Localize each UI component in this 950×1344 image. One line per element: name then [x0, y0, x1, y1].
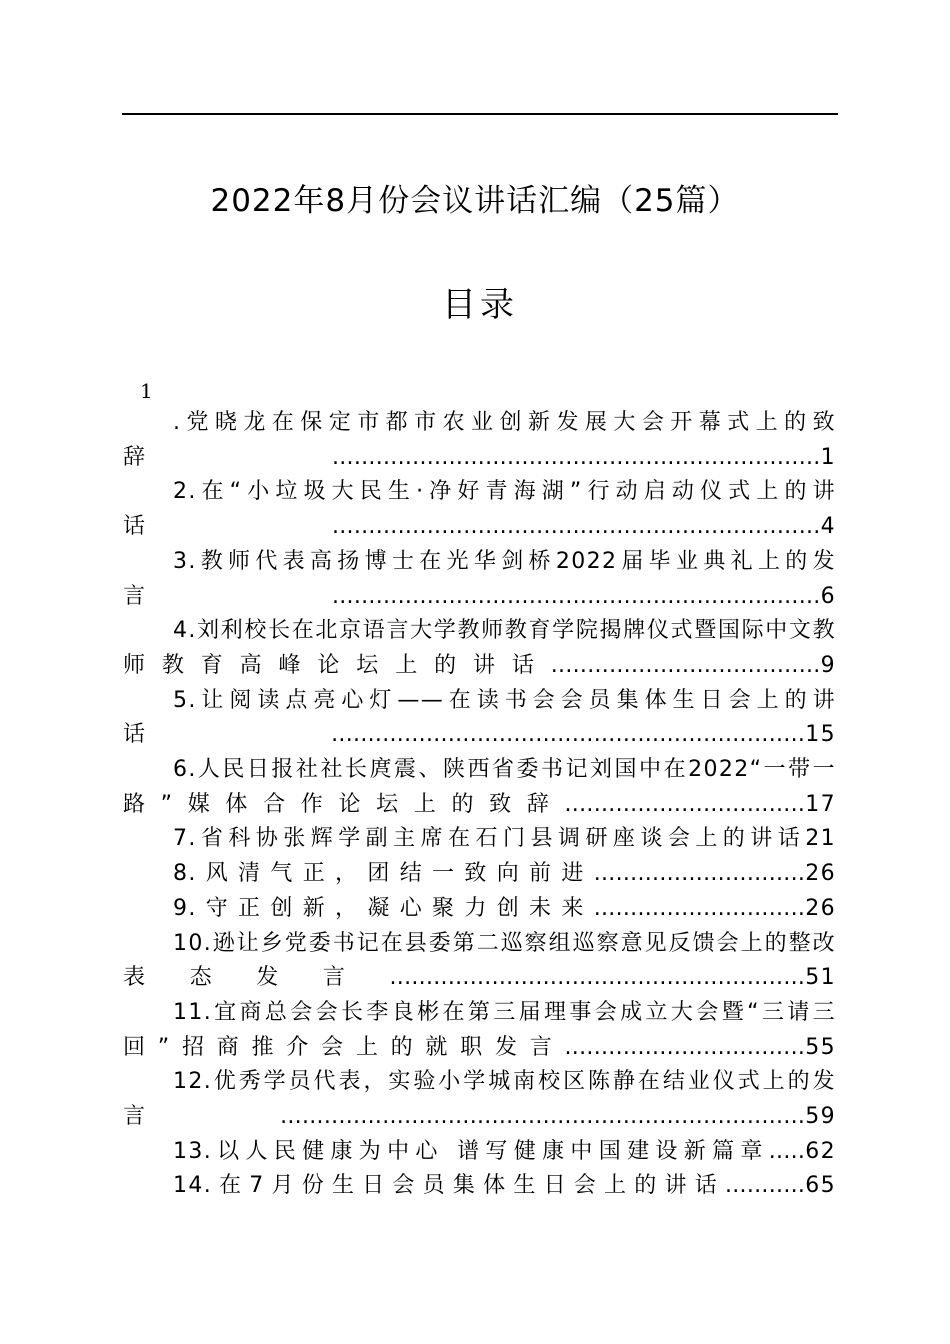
toc-entry-page: 15 — [805, 722, 836, 748]
toc-entry-leader: ..... — [768, 1138, 806, 1164]
toc-entry-title: 10.逊让乡党委书记在县委第二巡察组巡察意见反馈会上的整改表态发言 — [123, 930, 836, 991]
toc-entry-leader: ................................................................... — [331, 444, 821, 470]
toc-entry-12[interactable] — [123, 1065, 836, 1134]
top-rule — [122, 113, 838, 115]
toc-entry-8[interactable] — [123, 857, 836, 892]
toc-entry-title: 2.在“小垃圾大民生·净好青海湖”行动启动仪式上的讲话 — [123, 479, 836, 540]
toc-entry-3[interactable] — [123, 545, 836, 614]
toc-entry-title: 8.风清气正，团结一致向前进 — [173, 861, 594, 887]
toc-entry-leader: ................................................................... — [331, 514, 821, 540]
toc-entry-page: 62 — [805, 1138, 836, 1164]
toc-entry-5[interactable] — [123, 684, 836, 753]
toc-entry-page: 4 — [820, 514, 836, 540]
toc-entry-6[interactable] — [123, 753, 836, 822]
toc-entry-14[interactable] — [123, 1169, 836, 1204]
toc-entry-leader: ..................................... — [550, 652, 821, 678]
toc-entry-2[interactable] — [123, 475, 836, 544]
toc-entry-leader: ......................................................... — [389, 965, 806, 991]
toc-heading: 目录 — [442, 285, 518, 325]
toc-entry-page: 65 — [805, 1173, 836, 1199]
toc-entry-1[interactable] — [123, 406, 836, 475]
toc-entry-page: 21 — [805, 826, 836, 852]
toc-entry-title: 3.教师代表高扬博士在光华剑桥2022届毕业典礼上的发言 — [123, 548, 836, 609]
toc-entry-leader: ................................................................... — [331, 583, 821, 609]
toc-entry-leader: ................................. — [564, 1034, 806, 1060]
toc-entry-title: 4.刘利校长在北京语言大学教师教育学院揭牌仪式暨国际中文教师教育高峰论坛上的讲话 — [123, 618, 836, 678]
page-marker: 1 — [140, 379, 153, 403]
toc-entry-leader: ................................................................. — [331, 722, 806, 748]
toc-entry-page: 26 — [805, 895, 836, 921]
document-title: 2022年8月份会议讲话汇编（25篇） — [210, 183, 740, 219]
toc-entry-leader: ................................. — [564, 791, 806, 817]
toc-entry-title: .党晓龙在保定市都市农业创新发展大会开幕式上的致辞 — [123, 410, 836, 470]
toc-entry-page: 59 — [805, 1104, 836, 1130]
toc-entry-title: 11.宜商总会会长李良彬在第三届理事会成立大会暨“三请三回”招商推介会上的就职发言 — [123, 999, 836, 1060]
toc-entry-leader: ............................. — [593, 861, 806, 887]
toc-entry-page: 51 — [805, 965, 836, 991]
toc-entry-leader: ........................................................................ — [280, 1104, 806, 1130]
toc-entry-title: 14.在7月份生日会员集体生日会上的讲话 — [173, 1173, 725, 1199]
toc-entry-title: 12.优秀学员代表，实验小学城南校区陈静在结业仪式上的发言 — [123, 1069, 836, 1130]
toc-entry-13[interactable] — [123, 1135, 836, 1170]
table-of-contents — [123, 406, 836, 1204]
toc-entry-10[interactable] — [123, 927, 836, 996]
toc-entry-title: 5.让阅读点亮心灯——在读书会会员集体生日会上的讲话 — [123, 687, 836, 748]
toc-entry-title: 9.守正创新，凝心聚力创未来 — [173, 895, 594, 921]
toc-entry-page: 9 — [820, 652, 836, 678]
toc-entry-page: 55 — [805, 1034, 836, 1060]
toc-entry-title: 13.以人民健康为中心 谱写健康中国建设新篇章 — [173, 1138, 769, 1164]
toc-entry-7[interactable] — [123, 822, 836, 857]
toc-entry-leader: ........... — [724, 1173, 806, 1199]
toc-entry-9[interactable] — [123, 892, 836, 927]
toc-entry-page: 6 — [820, 583, 836, 609]
toc-entry-11[interactable] — [123, 996, 836, 1065]
toc-entry-page: 26 — [805, 861, 836, 887]
toc-entry-title: 6.人民日报社社长庹震、陕西省委书记刘国中在2022“一带一路”媒体合作论坛上的致辞 — [123, 757, 836, 817]
toc-entry-page: 1 — [820, 444, 836, 470]
toc-entry-title: 7.省科协张辉学副主席在石门县调研座谈会上的讲话 — [173, 826, 806, 852]
toc-entry-4[interactable] — [123, 614, 836, 683]
toc-entry-leader: ............................. — [593, 895, 806, 921]
toc-entry-page: 17 — [805, 791, 836, 817]
